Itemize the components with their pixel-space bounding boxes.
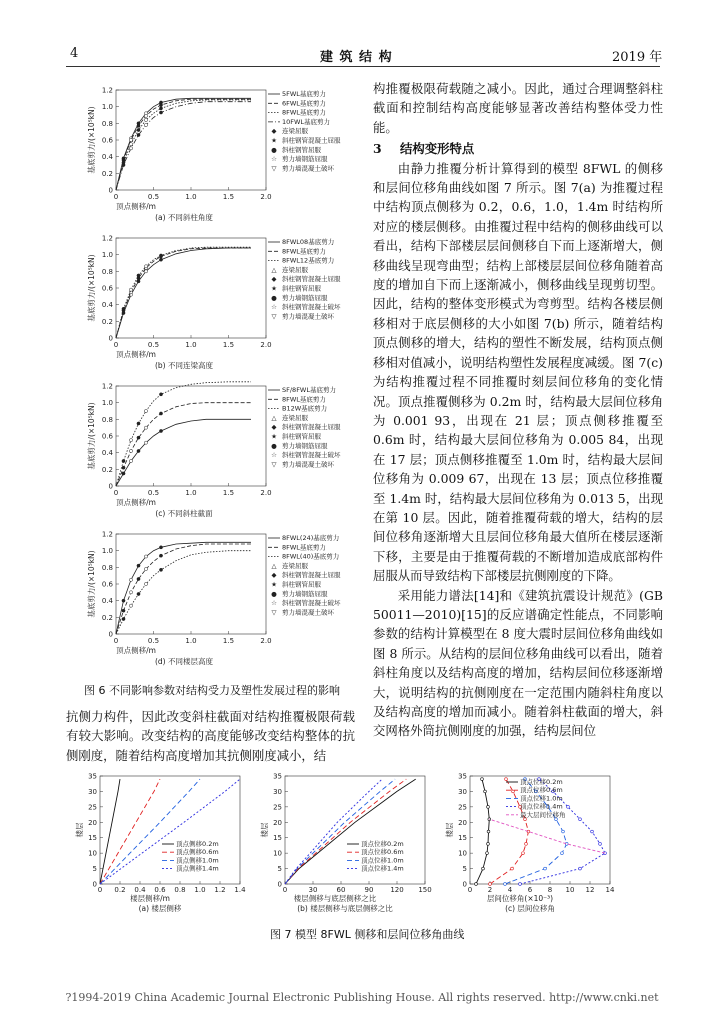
y-tick-label: 1.0 [101, 399, 113, 408]
series-line [116, 100, 251, 190]
data-point [159, 258, 162, 261]
y-axis-label: 基底剪力/(×10⁵kN) [87, 402, 96, 470]
x-tick-label: 2.0 [260, 489, 272, 497]
data-point [488, 818, 491, 821]
data-point [159, 546, 162, 549]
legend-entry: 顶点侧移0.6m [176, 848, 219, 857]
y-tick-label: 1.0 [101, 103, 113, 112]
data-point [137, 274, 140, 277]
y-tick-label: 25 [88, 803, 97, 812]
x-tick-label: 0.5 [147, 489, 160, 497]
series-line [116, 544, 251, 634]
data-point [122, 599, 125, 602]
data-point [129, 578, 132, 581]
legend-entry: 剪力墙混凝土破坏 [282, 312, 334, 321]
data-point [481, 778, 484, 781]
legend-entry: 斜柱钢管屈服 [282, 580, 321, 589]
legend-marker: ◆ [271, 423, 277, 432]
series-line [116, 98, 251, 190]
header-rule [66, 66, 660, 67]
x-tick-label: 6 [527, 886, 533, 894]
y-tick-label: 35 [273, 772, 282, 781]
panel-subcaption: (c) 层间位移角 [505, 904, 555, 913]
y-tick-label: 5 [462, 865, 467, 874]
y-tick-label: 0.2 [101, 169, 113, 178]
right-top-paragraph: 构推覆极限荷载随之减小。因此，通过合理调整斜柱截面和控制结构高度能够显著改善结构整体受力性能。 [373, 81, 663, 135]
legend-entry: B12W基底剪力 [282, 404, 328, 413]
x-tick-label: 1.0 [185, 637, 197, 645]
legend-marker: ▽ [271, 164, 277, 173]
plot-frame [116, 90, 266, 190]
data-point [129, 143, 132, 146]
data-point [144, 426, 147, 429]
series-line [116, 102, 251, 190]
legend-marker: ☆ [271, 451, 277, 460]
series-line [116, 542, 251, 634]
series-line [116, 551, 251, 634]
panel-subcaption: (b) 不同连梁高度 [155, 361, 213, 370]
y-tick-label: 10 [273, 849, 282, 858]
y-axis-label: 楼层 [445, 822, 454, 838]
data-point [579, 867, 582, 870]
x-tick-label: 0.8 [174, 886, 186, 894]
legend-marker: ★ [271, 432, 277, 441]
legend-entry: 斜柱钢管混凝土屈服 [282, 423, 341, 432]
data-point [144, 270, 147, 273]
legend-entry: 8FWL12基底剪力 [282, 256, 335, 265]
data-point [159, 429, 162, 432]
y-tick-label: 10 [88, 849, 97, 858]
journal-year: 2019 年 [612, 50, 663, 65]
y-axis-label: 楼层 [75, 822, 84, 838]
panel-subcaption: (c) 不同斜柱截面 [155, 509, 213, 518]
y-tick-label: 20 [273, 818, 282, 827]
y-tick-label: 0.4 [101, 301, 113, 310]
section-number: 3 [373, 141, 382, 157]
data-point [144, 409, 147, 412]
figure-6-caption: 图 6 不同影响参数对结构受力及塑性发展过程的影响 [84, 684, 340, 697]
series-line [100, 779, 120, 884]
legend-entry: 8FWL(40)基底剪力 [282, 552, 340, 561]
legend-entry: 连梁屈服 [282, 127, 308, 136]
legend-marker: ★ [271, 284, 277, 293]
legend-marker: △ [271, 413, 277, 422]
y-tick-label: 20 [88, 818, 97, 827]
x-tick-label: 2.0 [260, 341, 272, 349]
panel-subcaption: (b) 楼层侧移与底层侧移之比 [297, 904, 393, 913]
y-tick-label: 0 [462, 880, 467, 889]
legend-entry: 8FWL基底剪力 [282, 108, 326, 117]
data-point [137, 133, 140, 136]
x-tick-label: 0 [97, 886, 103, 894]
x-tick-label: 0.5 [147, 637, 160, 645]
y-axis-label: 基底剪力/(×10⁵kN) [87, 254, 96, 322]
x-tick-label: 1.0 [185, 489, 197, 497]
data-point [544, 867, 547, 870]
data-point [579, 818, 582, 821]
y-tick-label: 0.2 [101, 465, 113, 474]
legend-marker: ★ [271, 580, 277, 589]
legend-entry: 斜柱钢管屈服 [282, 284, 321, 293]
legend-entry: 斜柱钢管混凝土破坏 [282, 599, 341, 608]
legend-entry: 顶点侧移0.2m [176, 840, 219, 848]
legend-entry: 顶点位移1.0m [361, 856, 404, 865]
data-point [129, 591, 132, 594]
data-point [144, 114, 147, 117]
legend-entry: 顶点位移1.4m [520, 802, 563, 811]
x-axis-label: 顶点侧移/m [116, 350, 156, 359]
y-tick-label: 0.2 [101, 317, 113, 326]
data-point [159, 554, 162, 557]
data-point [129, 288, 132, 291]
legend-entry: 斜柱钢管混凝土屈服 [282, 571, 341, 580]
legend-entry: 8FWL基底剪力 [282, 247, 326, 256]
x-tick-label: 1.2 [214, 886, 226, 894]
legend-entry: 顶点位移0.2m [361, 840, 404, 848]
x-tick-label: 0 [282, 886, 288, 894]
x-tick-label: 150 [418, 886, 432, 894]
data-point [122, 609, 125, 612]
data-point [159, 107, 162, 110]
legend-entry: 顶点位移1.4m [361, 864, 404, 873]
y-tick-label: 5 [277, 865, 282, 874]
data-point [159, 412, 162, 415]
legend-marker: ★ [271, 136, 277, 145]
figure-7-charts [70, 770, 670, 920]
y-tick-label: 0 [92, 880, 97, 889]
right-column [373, 79, 663, 741]
data-point [486, 852, 489, 855]
section-title: 结构变形特点 [399, 141, 475, 157]
legend-entry: 斜柱钢管屈服 [282, 432, 321, 441]
data-point [159, 103, 162, 106]
x-tick-label: 4 [507, 886, 513, 894]
legend-entry: SF/8FWL基底剪力 [282, 386, 336, 394]
legend-marker: ◆ [271, 275, 277, 284]
data-point [525, 842, 528, 845]
legend-entry: 8FWL基底剪力 [282, 543, 326, 552]
data-point [144, 582, 147, 585]
legend-marker: ● [271, 293, 277, 302]
legend-entry: 剪力墙混凝土破坏 [282, 460, 334, 469]
x-tick-label: 0.5 [147, 341, 160, 349]
x-tick-label: 0.6 [154, 886, 166, 894]
data-point [519, 883, 522, 886]
data-point [144, 118, 147, 121]
legend-entry: 连梁屈服 [282, 561, 308, 570]
data-point [122, 472, 125, 475]
data-point [562, 830, 565, 833]
legend-entry: 顶点位移1.0m [520, 794, 563, 803]
x-tick-label: 12 [585, 886, 595, 894]
x-tick-label: 1.5 [222, 489, 235, 497]
y-tick-label: 0.8 [101, 267, 113, 276]
x-axis-label: 楼层侧移/m [130, 894, 170, 903]
data-point [129, 604, 132, 607]
series-line [116, 403, 251, 486]
y-tick-label: 0 [108, 482, 113, 491]
legend-entry: 剪力墙钢筋屈服 [282, 589, 328, 598]
x-tick-label: 1.0 [194, 886, 206, 894]
legend-entry: 剪力墙钢筋屈服 [282, 155, 328, 164]
x-tick-label: 1.4 [234, 886, 246, 894]
x-tick-label: 0.5 [147, 193, 160, 201]
data-point [122, 617, 125, 620]
data-point [122, 307, 125, 310]
legend-marker: ● [271, 589, 277, 598]
legend-entry: 斜柱钢管混凝土破坏 [282, 451, 341, 460]
data-point [129, 138, 132, 141]
y-tick-label: 0.8 [101, 119, 113, 128]
x-tick-label: 90 [364, 886, 374, 894]
y-tick-label: 0 [277, 880, 282, 889]
data-point [137, 124, 140, 127]
data-point [144, 123, 147, 126]
y-tick-label: 25 [273, 803, 282, 812]
y-axis-label: 基底剪力/(×10⁵kN) [87, 550, 96, 618]
y-tick-label: 0.4 [101, 597, 113, 606]
copyright-footer: ?1994-2019 China Academic Journal Electronic Publishing House. All rights reserved. http://www.cnki.net [65, 991, 659, 1004]
plot-frame [116, 238, 266, 338]
data-point [159, 568, 162, 571]
y-tick-label: 1.2 [101, 530, 113, 539]
legend-entry: 10FWL基底剪力 [282, 117, 331, 126]
data-point [122, 459, 125, 462]
series-line [116, 248, 251, 338]
y-tick-label: 1.2 [101, 382, 113, 391]
series-line [116, 99, 251, 190]
legend-entry: 8FWL基底剪力 [282, 395, 326, 404]
data-point [487, 842, 490, 845]
series-line [116, 248, 251, 338]
data-point [489, 883, 492, 886]
data-point [144, 265, 147, 268]
x-tick-label: 14 [605, 886, 615, 894]
y-tick-label: 30 [273, 787, 282, 796]
legend-marker: △ [271, 265, 277, 274]
x-tick-label: 120 [390, 886, 404, 894]
x-tick-label: 0.2 [114, 886, 126, 894]
y-tick-label: 35 [88, 772, 97, 781]
y-axis-label: 基底剪力/(×10⁵kN) [87, 106, 96, 174]
page-number: 4 [70, 46, 79, 61]
y-axis-label: 楼层 [260, 822, 269, 838]
data-point [137, 592, 140, 595]
data-point [144, 567, 147, 570]
x-tick-label: 2.0 [260, 637, 272, 645]
x-tick-label: 0 [467, 886, 473, 894]
data-point [599, 842, 602, 845]
x-tick-label: 30 [308, 886, 318, 894]
y-tick-label: 30 [88, 787, 97, 796]
x-tick-label: 0 [113, 489, 119, 497]
data-point [137, 577, 140, 580]
data-point [137, 436, 140, 439]
y-tick-label: 25 [458, 803, 467, 812]
data-point [159, 393, 162, 396]
x-tick-label: 0.4 [134, 886, 146, 894]
plot-frame [116, 534, 266, 634]
data-point [561, 852, 564, 855]
x-tick-label: 1.5 [222, 637, 235, 645]
data-point [137, 564, 140, 567]
y-tick-label: 15 [458, 834, 467, 843]
x-axis-label: 顶点侧移/m [116, 202, 156, 211]
y-tick-label: 0.4 [101, 449, 113, 458]
legend-entry: 最大层间位移角 [520, 810, 566, 819]
legend-marker: ▽ [271, 312, 277, 321]
journal-title: 建 筑 结 构 [320, 50, 393, 65]
plot-frame [100, 776, 240, 884]
left-column-text: 抗侧力构件，因此改变斜柱截面对结构推覆极限荷载有较大影响。改变结构的高度能够改变结构整体的抗侧刚度，随着结构高度增加其抗侧刚度减小，结 [66, 709, 355, 763]
y-tick-label: 15 [88, 834, 97, 843]
section-heading [373, 139, 663, 158]
legend-entry: 斜柱钢管屈服 [282, 145, 321, 154]
data-point [484, 790, 487, 793]
y-tick-label: 1.2 [101, 234, 113, 243]
legend-entry: 顶点侧移1.4m [176, 864, 219, 873]
y-tick-label: 35 [458, 772, 467, 781]
legend-entry: 8FWL(24)基底剪力 [282, 534, 340, 542]
y-tick-label: 0.6 [101, 136, 113, 145]
y-tick-label: 15 [273, 834, 282, 843]
figure-7-caption: 图 7 模型 8FWL 侧移和层间位移角曲线 [270, 928, 465, 941]
figure-6-charts [70, 80, 360, 680]
y-tick-label: 1.2 [101, 86, 113, 95]
data-point [159, 111, 162, 114]
legend-entry: 6FWL基底剪力 [282, 99, 326, 108]
paragraph-2: 采用能力谱法[14]和《建筑抗震设计规范》(GB 50011—2010)[15]的反应谱确定性能点，不同影响参数的结构计算模型在 8 度大震时层间位移角曲线如图 8 所示。从结构的层间位移角曲线可以看出，随着斜柱角度以及结构高度的增加，结构层间位移逐渐增大，说明结构的抗侧刚度在一定范围内随斜柱角度以及结构高度的增加而减小。随着斜柱截面的增大，斜交网格外筒抗侧刚度的加强，结构层间位 [373, 587, 663, 739]
panel-subcaption: (a) 不同斜柱角度 [155, 213, 213, 222]
y-tick-label: 30 [458, 787, 467, 796]
legend-entry: 顶点位移0.2m [520, 778, 563, 786]
x-tick-label: 10 [565, 886, 575, 894]
legend-marker: ☆ [271, 303, 277, 312]
y-tick-label: 0.6 [101, 432, 113, 441]
y-tick-label: 0.4 [101, 153, 113, 162]
x-tick-label: 2 [487, 886, 493, 894]
legend-entry: 顶点位移0.6m [520, 786, 563, 795]
legend-marker: ● [271, 441, 277, 450]
legend-entry: 顶点位移0.6m [361, 848, 404, 857]
data-point [122, 466, 125, 469]
legend-marker: ◆ [271, 571, 277, 580]
y-tick-label: 10 [458, 849, 467, 858]
x-axis-label: 层间位移角(×10⁻³) [486, 894, 554, 903]
legend-entry: 连梁屈服 [282, 413, 308, 422]
legend-entry: 斜柱钢管混凝土破坏 [282, 303, 341, 312]
data-point [487, 830, 490, 833]
y-tick-label: 1.0 [101, 251, 113, 260]
x-tick-label: 0 [113, 193, 119, 201]
y-tick-label: 0.2 [101, 613, 113, 622]
legend-entry: 斜柱钢管混凝土屈服 [282, 275, 341, 284]
y-tick-label: 0.6 [101, 580, 113, 589]
legend-entry: 顶点侧移1.0m [176, 856, 219, 865]
legend-entry: 8FWL08基底剪力 [282, 238, 335, 246]
data-point [137, 449, 140, 452]
data-point [137, 128, 140, 131]
y-tick-label: 0.8 [101, 563, 113, 572]
data-point [567, 805, 570, 808]
legend-marker: ☆ [271, 599, 277, 608]
x-tick-label: 1.0 [185, 193, 197, 201]
series-line [116, 382, 251, 486]
y-tick-label: 0.6 [101, 284, 113, 293]
plot-frame [285, 776, 425, 884]
legend-entry: 剪力墙混凝土破坏 [282, 164, 334, 173]
y-tick-label: 0 [108, 186, 113, 195]
data-point [504, 883, 507, 886]
x-axis-label: 顶点侧移/m [116, 498, 156, 507]
data-point [129, 147, 132, 150]
x-tick-label: 60 [336, 886, 346, 894]
legend-marker: ▽ [271, 608, 277, 617]
data-point [511, 867, 514, 870]
x-tick-label: 1.5 [222, 193, 235, 201]
legend-marker: △ [271, 561, 277, 570]
series-line [116, 247, 251, 338]
data-point [487, 805, 490, 808]
series-line [489, 819, 605, 853]
data-point [129, 459, 132, 462]
x-tick-label: 0 [113, 341, 119, 349]
legend-marker: ◆ [271, 127, 277, 136]
data-point [512, 790, 515, 793]
x-tick-label: 1.5 [222, 341, 235, 349]
x-tick-label: 8 [547, 886, 553, 894]
data-point [129, 439, 132, 442]
x-axis-label: 楼层侧移与底层侧移之比 [293, 894, 377, 903]
data-point [144, 555, 147, 558]
data-point [137, 422, 140, 425]
legend-entry: 剪力墙钢筋屈服 [282, 293, 328, 302]
y-tick-label: 0 [108, 630, 113, 639]
x-tick-label: 0 [113, 637, 119, 645]
legend-entry: 斜柱钢管混凝土屈服 [282, 136, 341, 145]
figure-6 [70, 80, 360, 684]
legend-marker: ☆ [271, 155, 277, 164]
x-axis-label: 顶点侧移/m [116, 646, 156, 655]
legend-entry: 剪力墙钢筋屈服 [282, 441, 328, 450]
y-tick-label: 0 [108, 334, 113, 343]
data-point [144, 441, 147, 444]
y-tick-label: 0.8 [101, 415, 113, 424]
legend-entry: 剪力墙混凝土破坏 [282, 608, 334, 617]
legend-entry: 连梁屈服 [282, 265, 308, 274]
data-point [505, 778, 508, 781]
paragraph-1: 由静力推覆分析计算得到的模型 8FWL 的侧移和层间位移角曲线如图 7 所示。图 7(a) 为推覆过程中结构顶点侧移为 0.2，0.6，1.0，1.4m 时结构所对应的楼层侧移。由推覆过程中结构的侧移曲线可以看出，结构下部楼层层间侧移自下而上逐渐增大，侧移曲线呈现弯曲型；结构上部楼层层间位移角随着高度的增加自下而上逐渐减小，侧移曲线呈现剪切型。因此，结构的整体变形模式为弯剪型。结构各楼层侧移相对于底层侧移的大小如图 7(b) 所示，随着结构顶点侧移的增大，结构的塑性不断发展，结构顶点侧移相对值减小，说明结构塑性发展程度减缓。图 7(c) 为结构推覆过程不同推覆时刻层间位移角的变化情况。顶点推覆侧移为 0.2m 时，结构最大层间位移角为 0.001 93，出现在 21 层；顶点侧移推覆至 0.6m 时，结构最大层间位移角为 0.005 84，出现在 17 层；顶点侧移推覆至 1.0m 时，结构最大层间位移角为 0.009 67，出现在 13 层；顶点位移推覆至 1.4m 时，结构最大层间位移角为 0.013 5，出现在第 10 层。因此，随着推覆荷载的增大，结构的层间位移角逐渐增大且层间位移角最大值所在楼层逐渐下移，主要是由于推覆荷载的不断增加造成底部构件屈服从而导致结构下部楼层抗侧刚度的下降。 [373, 160, 663, 584]
data-point [591, 830, 594, 833]
legend-marker: ● [271, 145, 277, 154]
data-point [482, 867, 485, 870]
data-point [122, 163, 125, 166]
data-point [159, 254, 162, 257]
x-tick-label: 1.0 [185, 341, 197, 349]
panel-subcaption: (a) 楼层侧移 [138, 904, 182, 913]
x-tick-label: 2.0 [260, 193, 272, 201]
y-tick-label: 20 [458, 818, 467, 827]
data-point [475, 883, 478, 886]
data-point [522, 852, 525, 855]
legend-entry: 5FWL基底剪力 [282, 90, 326, 98]
y-tick-label: 5 [92, 865, 97, 874]
legend-marker: ▽ [271, 460, 277, 469]
y-tick-label: 1.0 [101, 547, 113, 556]
data-point [129, 449, 132, 452]
panel-subcaption: (d) 不同楼层高度 [155, 657, 213, 666]
